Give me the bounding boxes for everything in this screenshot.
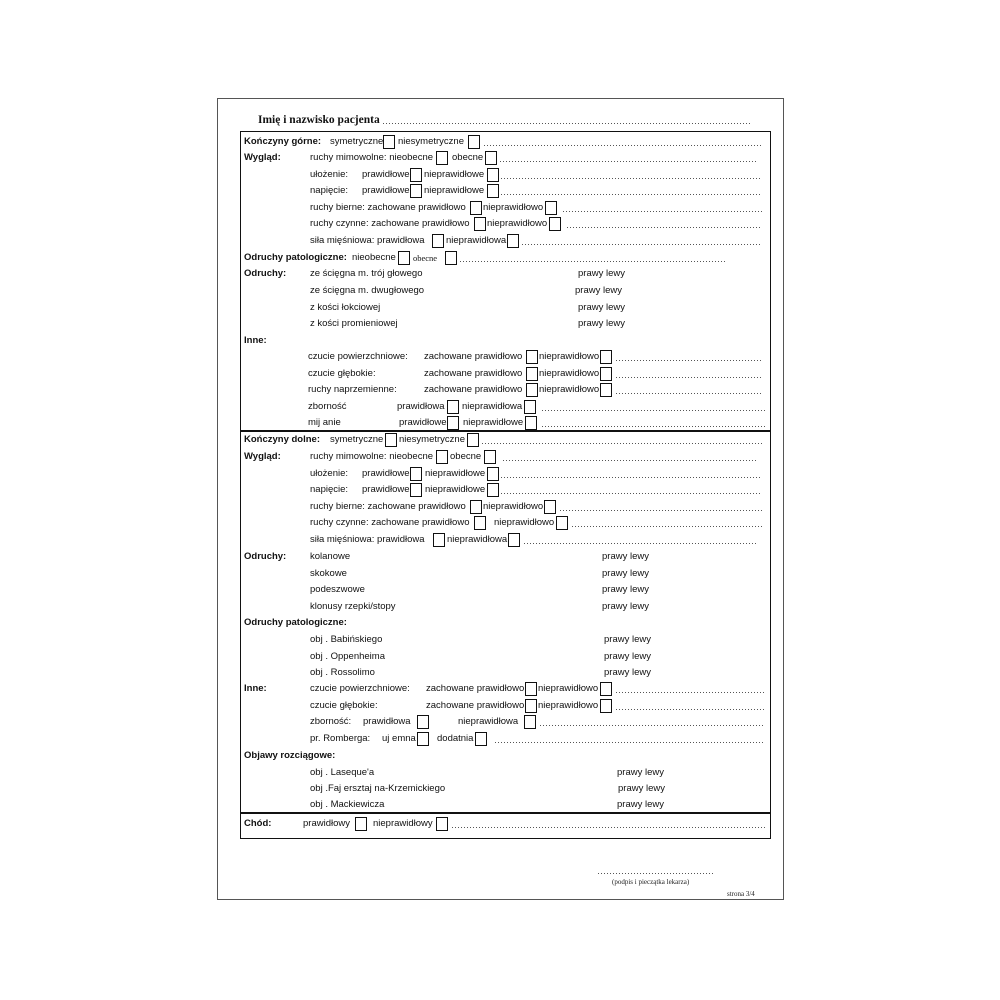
normal-checkbox[interactable] — [447, 400, 459, 414]
missing-label: mij anie — [308, 417, 341, 428]
abnormal-label: nieprawidłowo — [483, 202, 544, 213]
lower-reflex-row — [0, 583, 1000, 597]
abnormal-label: nieprawidłowo — [539, 368, 600, 379]
normal-label: prawidłowe — [399, 417, 447, 428]
abnormal-label: nieprawidłowe — [424, 169, 485, 180]
tension-row — [0, 798, 1000, 812]
symmetric-label: symetryczne — [330, 434, 384, 445]
passive-abnormal-checkbox[interactable] — [544, 500, 556, 514]
lower-symmetry-row — [0, 433, 1000, 447]
upper-strength-row — [0, 234, 1000, 248]
upper-reflex-row — [0, 301, 1000, 315]
lower-involuntary-row — [0, 450, 1000, 464]
upper-involuntary-row — [0, 151, 1000, 165]
normal-label: prawidłowe — [362, 468, 410, 479]
passive-normal-checkbox[interactable] — [470, 201, 482, 215]
fill-in-line[interactable] — [501, 178, 762, 179]
lower-tone-row — [0, 483, 1000, 497]
position-label: ułożenie: — [310, 468, 349, 479]
positive-label: dodatnia — [437, 733, 474, 744]
sides-label: prawy lewy — [604, 651, 651, 662]
normal-label: zachowane prawidłowo — [424, 368, 523, 379]
fill-in-line[interactable] — [495, 742, 765, 743]
upper-other-heading-row — [0, 334, 1000, 348]
present-label: obecne — [413, 253, 438, 263]
asymmetric-checkbox[interactable] — [467, 433, 479, 447]
upper-limbs-heading: Kończyny górne: — [244, 136, 322, 147]
sides-label: prawy lewy — [617, 799, 664, 810]
abnormal-label: nieprawidłowo — [483, 501, 544, 512]
sides-label: prawy lewy — [602, 584, 649, 595]
upper-other-row — [0, 400, 1000, 414]
passive-movement-label: ruchy bierne: zachowane prawidłowo — [310, 202, 466, 213]
active-normal-checkbox[interactable] — [474, 516, 486, 530]
abnormal-checkbox[interactable] — [600, 367, 612, 381]
abnormal-label: nieprawidłowa — [462, 401, 523, 412]
coordination-label: zborność: — [310, 716, 352, 727]
involuntary-present-checkbox[interactable] — [484, 450, 496, 464]
abnormal-label: nieprawidłowa — [446, 235, 507, 246]
upper-other-row — [0, 367, 1000, 381]
fill-in-line[interactable] — [563, 211, 762, 212]
normal-label: prawidłowe — [362, 185, 410, 196]
lower-other-row — [0, 682, 1000, 696]
active-abnormal-checkbox[interactable] — [556, 516, 568, 530]
romberg-label: pr. Romberga: — [310, 733, 371, 744]
coordination-label: zborność — [308, 401, 347, 412]
sign-label: obj . Rossolimo — [310, 667, 375, 678]
abnormal-checkbox[interactable] — [524, 400, 536, 414]
upper-tone-row — [0, 184, 1000, 198]
reflex-label: ze ścięgna m. dwugłowego — [310, 285, 425, 296]
fill-in-line[interactable] — [522, 244, 760, 245]
asymmetric-checkbox[interactable] — [468, 135, 480, 149]
sensation-label: czucie głębokie: — [308, 368, 376, 379]
patient-name-fill-line[interactable] — [383, 123, 750, 124]
upper-reflex-row — [0, 284, 1000, 298]
lower-other-row — [0, 715, 1000, 729]
appearance-heading: Wygląd: — [244, 451, 281, 462]
pathological-absent-checkbox[interactable] — [398, 251, 410, 265]
fill-in-line[interactable] — [616, 709, 765, 710]
abnormal-label: nieprawidłowo — [538, 700, 599, 711]
fill-in-line[interactable] — [560, 510, 762, 511]
pathological-reflexes-heading: Odruchy patologiczne: — [244, 252, 347, 263]
symmetric-checkbox[interactable] — [383, 135, 395, 149]
abnormal-label: nieprawidłowe — [463, 417, 524, 428]
other-heading: Inne: — [244, 335, 267, 346]
normal-label: prawidłowe — [362, 484, 410, 495]
reflex-label: z kości promieniowej — [310, 318, 398, 329]
sides-label: prawy lewy — [602, 601, 649, 612]
fill-in-line[interactable] — [616, 360, 762, 361]
position-normal-checkbox[interactable] — [410, 467, 422, 481]
upper-pathological-row — [0, 251, 1000, 265]
abnormal-label: nieprawidłowa — [447, 534, 508, 545]
fill-in-line[interactable] — [501, 194, 762, 195]
tone-label: napięcie: — [310, 185, 349, 196]
upper-symmetry-row — [0, 135, 1000, 149]
passive-movement-label: ruchy bierne: zachowane prawidłowo — [310, 501, 466, 512]
lower-pathological-row — [0, 633, 1000, 647]
normal-label: prawidłowy — [303, 818, 350, 829]
reflex-label: kolanowe — [310, 551, 351, 562]
reflex-label: podeszwowe — [310, 584, 365, 595]
upper-other-row — [0, 350, 1000, 364]
normal-label: prawidłowe — [362, 169, 410, 180]
position-abnormal-checkbox[interactable] — [487, 168, 499, 182]
reflex-label: z kości łokciowej — [310, 302, 381, 313]
sides-label: prawy lewy — [604, 634, 651, 645]
sensation-label: czucie powierzchniowe: — [308, 351, 408, 362]
active-abnormal-checkbox[interactable] — [549, 217, 561, 231]
fill-in-line[interactable] — [616, 692, 765, 693]
upper-passive-row — [0, 201, 1000, 215]
fill-in-line[interactable] — [616, 393, 762, 394]
appearance-heading: Wygląd: — [244, 152, 281, 163]
abnormal-label: nieprawidłowo — [487, 218, 548, 229]
normal-checkbox[interactable] — [525, 682, 537, 696]
involuntary-label: ruchy mimowolne: nieobecne — [310, 152, 434, 163]
reflex-label: klonusy rzepki/stopy — [310, 601, 396, 612]
upper-other-row — [0, 383, 1000, 397]
abnormal-checkbox[interactable] — [600, 383, 612, 397]
involuntary-present-label: obecne — [450, 451, 482, 462]
lower-other-row — [0, 699, 1000, 713]
abnormal-label: nieprawidłowo — [539, 384, 600, 395]
absent-label: nieobecne — [352, 252, 396, 263]
passive-abnormal-checkbox[interactable] — [545, 201, 557, 215]
section-divider — [240, 430, 771, 432]
sides-label: prawy lewy — [602, 551, 649, 562]
abnormal-label: nieprawidłowo — [538, 683, 599, 694]
tone-normal-checkbox[interactable] — [410, 184, 422, 198]
active-movement-label: ruchy czynne: zachowane prawidłowo — [310, 218, 470, 229]
normal-checkbox[interactable] — [526, 367, 538, 381]
upper-active-row — [0, 217, 1000, 231]
involuntary-absent-checkbox[interactable] — [436, 450, 448, 464]
pathological-present-checkbox[interactable] — [445, 251, 457, 265]
fill-in-line[interactable] — [567, 227, 762, 228]
alternating-movements-label: ruchy naprzemienne: — [308, 384, 397, 395]
symmetric-label: symetryczne — [330, 136, 384, 147]
negative-label: uj emna — [382, 733, 416, 744]
gait-normal-checkbox[interactable] — [355, 817, 367, 831]
fill-in-line[interactable] — [542, 426, 765, 427]
active-normal-checkbox[interactable] — [474, 217, 486, 231]
gait-abnormal-checkbox[interactable] — [436, 817, 448, 831]
abnormal-checkbox[interactable] — [600, 682, 612, 696]
tension-row — [0, 766, 1000, 780]
pathological-reflexes-heading: Odruchy patologiczne: — [244, 617, 347, 628]
symmetric-checkbox[interactable] — [385, 433, 397, 447]
normal-checkbox[interactable] — [526, 383, 538, 397]
gait-heading: Chód: — [244, 818, 272, 829]
upper-reflex-row — [0, 267, 1000, 281]
reflex-label: skokowe — [310, 568, 347, 579]
fill-in-line[interactable] — [482, 443, 762, 444]
sides-label: prawy lewy — [578, 268, 625, 279]
normal-label: prawidłowa — [397, 401, 445, 412]
normal-checkbox[interactable] — [447, 416, 459, 430]
position-label: ułożenie: — [310, 169, 349, 180]
page-number: strona 3/4 — [727, 890, 755, 898]
abnormal-label: nieprawidłowy — [373, 818, 433, 829]
abnormal-checkbox[interactable] — [600, 350, 612, 364]
strength-label: siła mięśniowa: prawidłowa — [310, 534, 425, 545]
fill-in-line[interactable] — [501, 477, 762, 478]
fill-in-line[interactable] — [572, 526, 762, 527]
normal-checkbox[interactable] — [525, 699, 537, 713]
lower-active-row — [0, 516, 1000, 530]
signature-line[interactable] — [598, 873, 713, 874]
other-heading: Inne: — [244, 683, 267, 694]
lower-pathological-row — [0, 666, 1000, 680]
strength-label: siła mięśniowa: prawidłowa — [310, 235, 425, 246]
tone-abnormal-checkbox[interactable] — [487, 483, 499, 497]
sides-label: prawy lewy — [575, 285, 622, 296]
tone-abnormal-checkbox[interactable] — [487, 184, 499, 198]
tone-label: napięcie: — [310, 484, 349, 495]
involuntary-label: ruchy mimowolne: nieobecne — [310, 451, 434, 462]
sides-label: prawy lewy — [578, 302, 625, 313]
sides-label: prawy lewy — [602, 568, 649, 579]
lower-reflex-row — [0, 550, 1000, 564]
abnormal-label: nieprawidłowo — [539, 351, 600, 362]
gait-row — [0, 817, 1000, 831]
involuntary-present-label: obecne — [452, 152, 484, 163]
tension-signs-heading: Objawy rozciągowe: — [244, 750, 336, 761]
asymmetric-label: niesymetryczne — [398, 136, 464, 147]
involuntary-present-checkbox[interactable] — [485, 151, 497, 165]
section-divider — [240, 812, 771, 814]
lower-limbs-heading: Kończyny dolne: — [244, 434, 321, 445]
lower-pathological-row — [0, 650, 1000, 664]
strength-normal-checkbox[interactable] — [432, 234, 444, 248]
sides-label: prawy lewy — [618, 783, 665, 794]
lower-strength-row — [0, 533, 1000, 547]
lower-reflex-row — [0, 567, 1000, 581]
sides-label: prawy lewy — [578, 318, 625, 329]
sign-label: obj . Oppenheima — [310, 651, 385, 662]
position-abnormal-checkbox[interactable] — [487, 467, 499, 481]
fill-in-line[interactable] — [460, 261, 727, 262]
tension-row — [0, 782, 1000, 796]
fill-in-line[interactable] — [616, 377, 762, 378]
fill-in-line[interactable] — [524, 543, 758, 544]
reflexes-heading: Odruchy: — [244, 551, 287, 562]
sign-label: obj . Laseque'a — [310, 767, 375, 778]
strength-abnormal-checkbox[interactable] — [507, 234, 519, 248]
normal-label: zachowane prawidłowo — [426, 700, 525, 711]
upper-other-row — [0, 416, 1000, 430]
sign-label: obj . Babińskiego — [310, 634, 383, 645]
romberg-negative-checkbox[interactable] — [417, 732, 429, 746]
normal-label: prawidłowa — [363, 716, 411, 727]
signature-caption: (podpis i pieczątka lekarza) — [612, 878, 690, 886]
fill-in-line[interactable] — [452, 827, 765, 828]
abnormal-label: nieprawidłowa — [458, 716, 519, 727]
sign-label: obj . Mackiewicza — [310, 799, 385, 810]
fill-in-line[interactable] — [500, 161, 758, 162]
upper-reflex-row — [0, 317, 1000, 331]
fill-in-line[interactable] — [540, 725, 765, 726]
sign-label: obj .Faj ersztaj na-Krzemickiego — [310, 783, 446, 794]
fill-in-line[interactable] — [503, 460, 758, 461]
asymmetric-label: niesymetryczne — [399, 434, 465, 445]
sides-label: prawy lewy — [604, 667, 651, 678]
lower-reflex-row — [0, 600, 1000, 614]
tension-heading-row — [0, 749, 1000, 763]
normal-label: zachowane prawidłowo — [424, 384, 523, 395]
normal-label: zachowane prawidłowo — [426, 683, 525, 694]
upper-position-row — [0, 168, 1000, 182]
abnormal-label: nieprawidłowo — [494, 517, 555, 528]
romberg-positive-checkbox[interactable] — [475, 732, 487, 746]
strength-normal-checkbox[interactable] — [433, 533, 445, 547]
abnormal-label: nieprawidłowe — [424, 185, 485, 196]
fill-in-line[interactable] — [501, 493, 762, 494]
sensation-label: czucie powierzchniowe: — [310, 683, 410, 694]
abnormal-label: nieprawidłowe — [425, 468, 486, 479]
abnormal-checkbox[interactable] — [524, 715, 536, 729]
lower-pathological-heading-row — [0, 616, 1000, 630]
abnormal-checkbox[interactable] — [525, 416, 537, 430]
reflex-label: ze ścięgna m. trój głowego — [310, 268, 423, 279]
position-normal-checkbox[interactable] — [410, 168, 422, 182]
normal-checkbox[interactable] — [417, 715, 429, 729]
romberg-row — [0, 732, 1000, 746]
sides-label: prawy lewy — [617, 767, 664, 778]
abnormal-label: nieprawidłowe — [425, 484, 486, 495]
normal-checkbox[interactable] — [526, 350, 538, 364]
lower-passive-row — [0, 500, 1000, 514]
fill-in-line[interactable] — [542, 410, 765, 411]
abnormal-checkbox[interactable] — [600, 699, 612, 713]
lower-position-row — [0, 467, 1000, 481]
reflexes-heading: Odruchy: — [244, 268, 287, 279]
fill-in-line[interactable] — [484, 145, 762, 146]
strength-abnormal-checkbox[interactable] — [508, 533, 520, 547]
active-movement-label: ruchy czynne: zachowane prawidłowo — [310, 517, 470, 528]
sensation-label: czucie głębokie: — [310, 700, 378, 711]
tone-normal-checkbox[interactable] — [410, 483, 422, 497]
involuntary-absent-checkbox[interactable] — [436, 151, 448, 165]
normal-label: zachowane prawidłowo — [424, 351, 523, 362]
passive-normal-checkbox[interactable] — [470, 500, 482, 514]
patient-name-label: Imię i nazwisko pacjenta — [258, 114, 380, 126]
